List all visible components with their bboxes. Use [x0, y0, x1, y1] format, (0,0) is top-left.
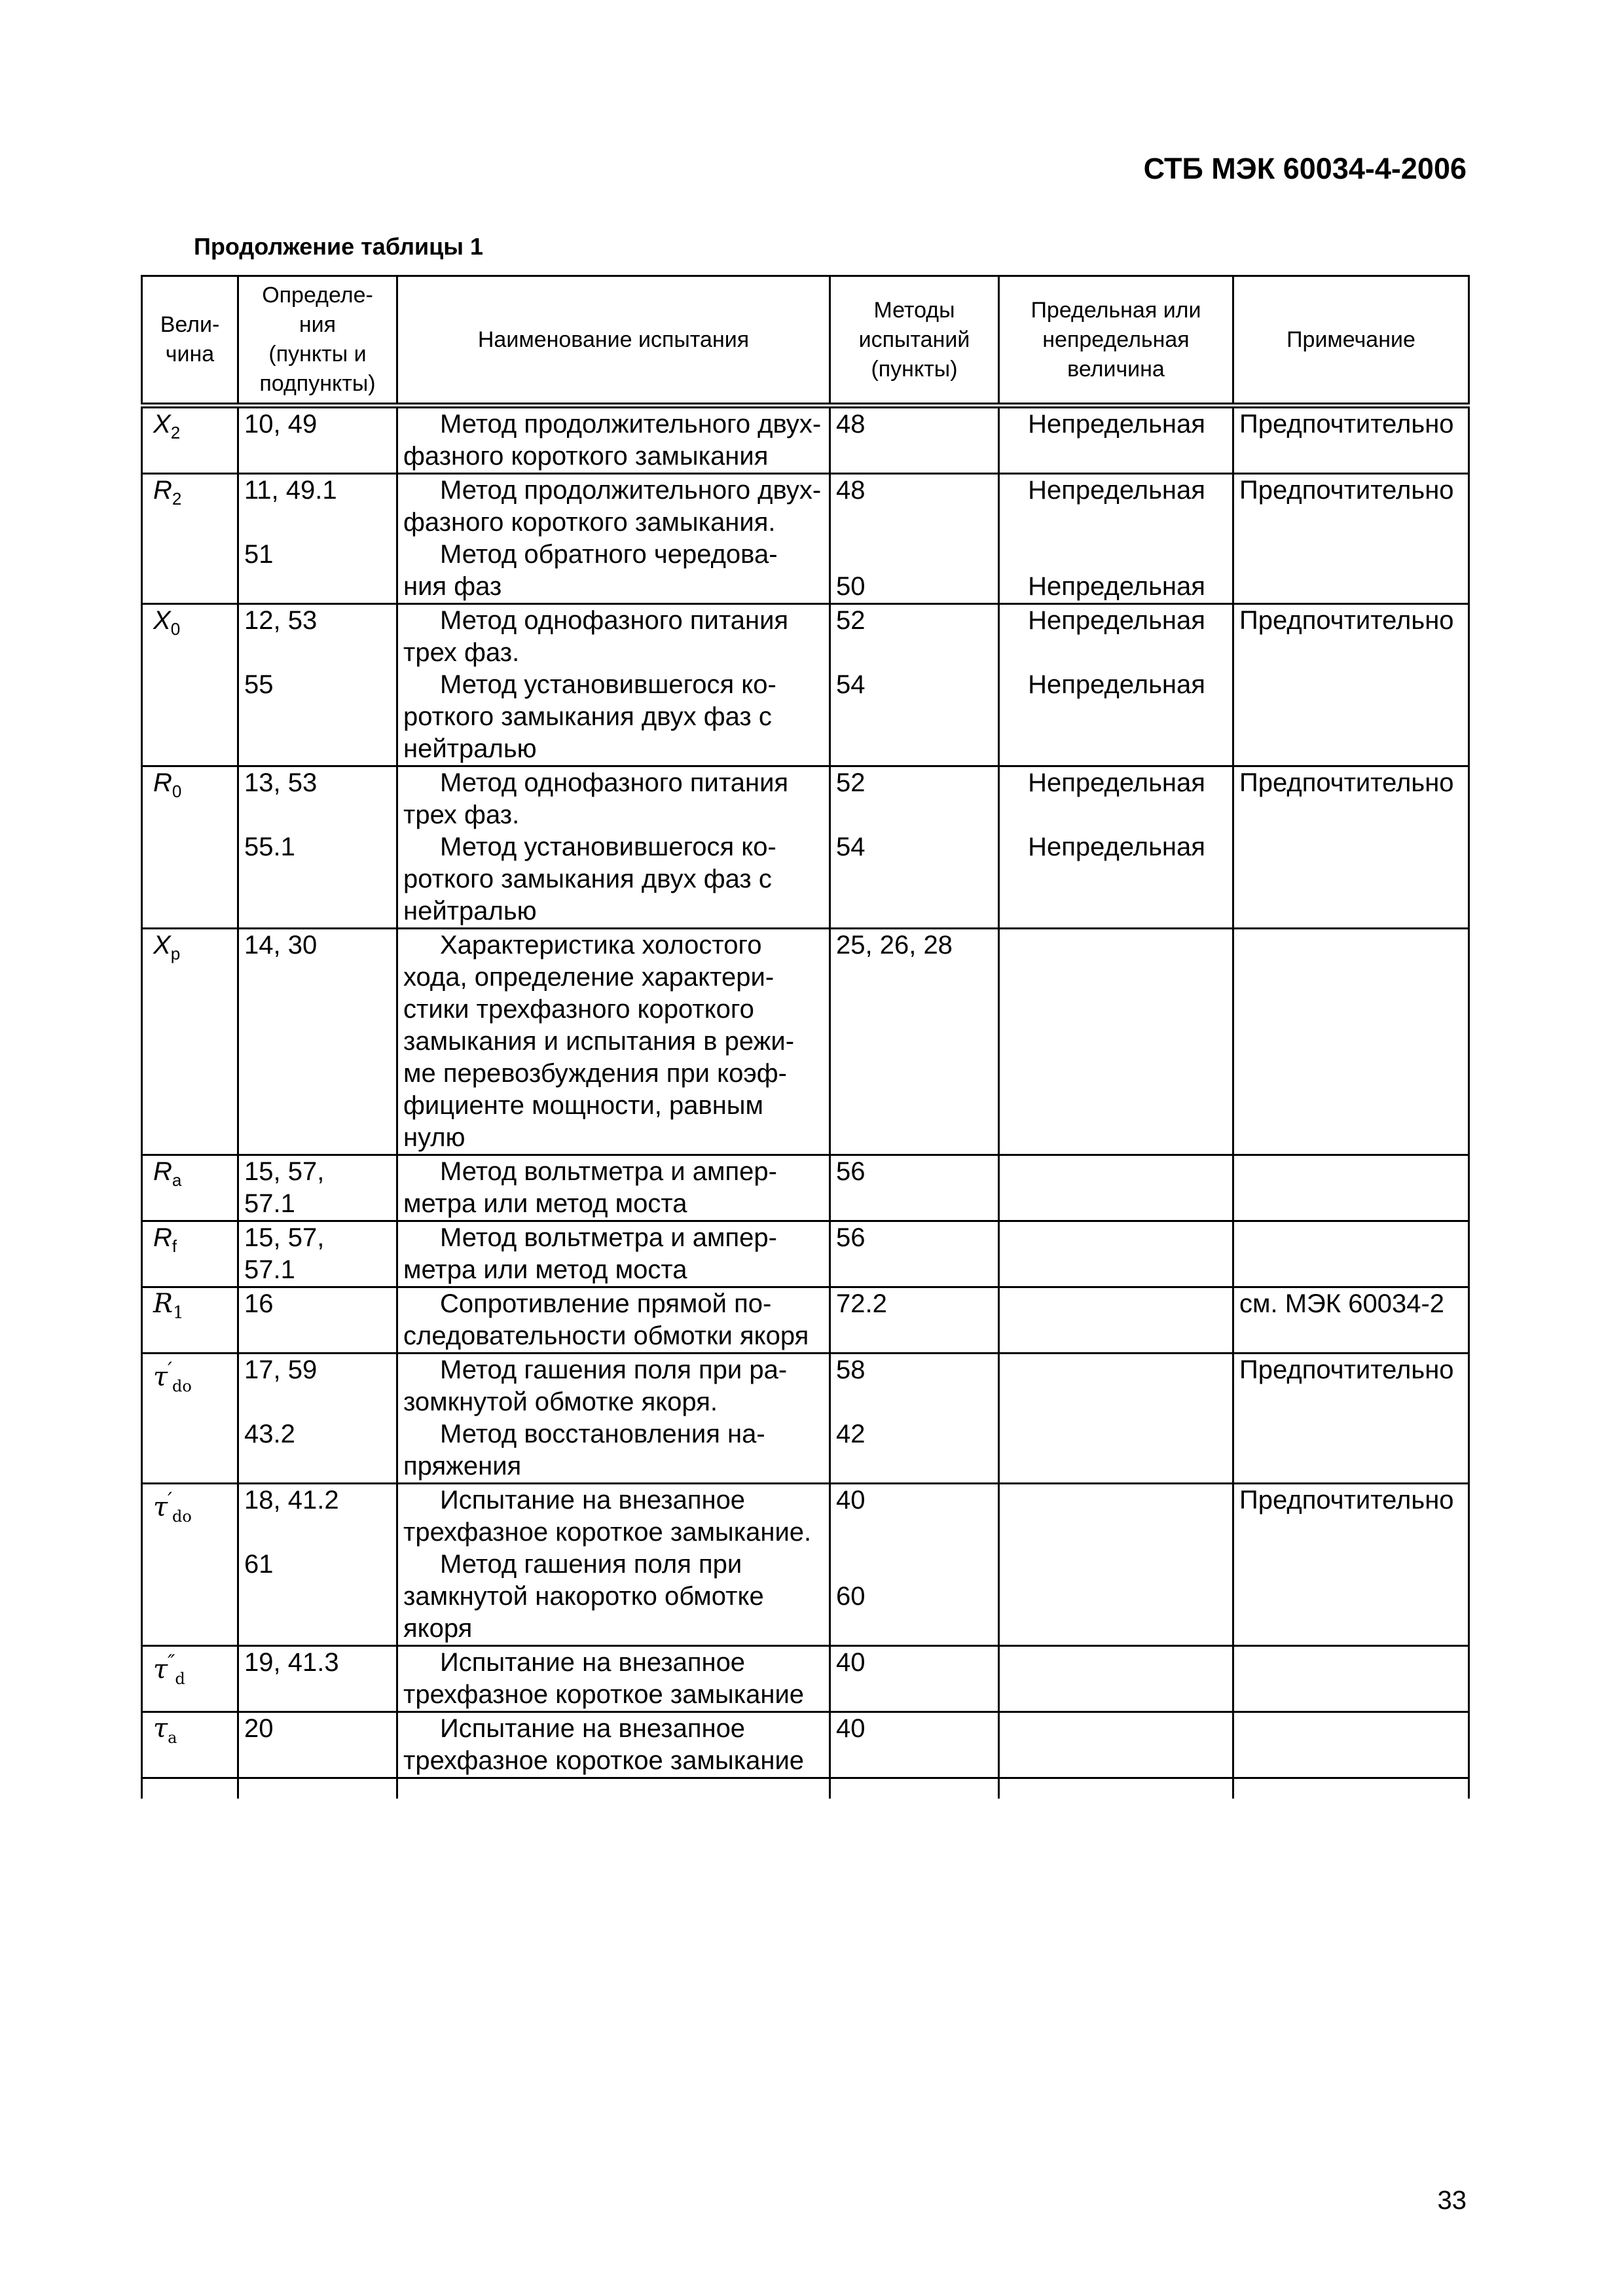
quantity-cell: $\tau'_{do}$ [142, 1354, 238, 1484]
quantity-cell: $R_f$ [142, 1221, 238, 1287]
test-name-cell: Метод однофазного питания трех фаз. Метод установившегося ко- роткого замыкания двух фаз с нейтралью [397, 604, 830, 766]
methods-cell: 40 [830, 1712, 999, 1778]
methods-cell: 52 54 [830, 766, 999, 929]
definitions-cell: 10, 49 [238, 406, 397, 474]
test-name-cell: Метод продолжительного двух- фазного короткого замыкания [397, 406, 830, 474]
limit-cell: Непредельная [999, 406, 1233, 474]
quantity-cell: $R_1$ [142, 1287, 238, 1354]
methods-cell: 56 [830, 1155, 999, 1221]
quantity-cell: $\tau'_{do}$ [142, 1484, 238, 1646]
limit-cell [999, 929, 1233, 1155]
quantity-cell: $X_2$ [142, 406, 238, 474]
definitions-cell: 15, 57, 57.1 [238, 1155, 397, 1221]
header-limit: Предельная или непредельная величина [999, 276, 1233, 406]
page-number: 33 [1437, 2186, 1467, 2215]
note-cell [1233, 1712, 1469, 1778]
methods-cell: 56 [830, 1221, 999, 1287]
quantity-cell: $\tau_a$ [142, 1712, 238, 1778]
definitions-cell: 12, 53 55 [238, 604, 397, 766]
methods-cell: 25, 26, 28 [830, 929, 999, 1155]
limit-cell [999, 1354, 1233, 1484]
test-name-cell: Метод гашения поля при ра- зомкнутой обмотке якоря. Метод восстановления на- пряжения [397, 1354, 830, 1484]
limit-cell [999, 1221, 1233, 1287]
table-row [142, 474, 1469, 604]
definitions-cell: 13, 53 55.1 [238, 766, 397, 929]
header-test-name: Наименование испытания [397, 276, 830, 406]
header-definitions: Определе- ния (пункты и подпункты) [238, 276, 397, 406]
definitions-cell: 20 [238, 1712, 397, 1778]
table-row [142, 1287, 1469, 1354]
note-cell [1233, 1646, 1469, 1712]
table-row [142, 604, 1469, 766]
test-name-cell: Испытание на внезапное трехфазное короткое замыкание. Метод гашения поля при замкнутой накоротко обмотке якоря [397, 1484, 830, 1646]
methods-cell: 40 60 [830, 1484, 999, 1646]
test-name-cell: Сопротивление прямой по- следовательности обмотки якоря [397, 1287, 830, 1354]
quantity-cell: $X_p$ [142, 929, 238, 1155]
note-cell: см. МЭК 60034-2 [1233, 1287, 1469, 1354]
table-row [142, 1484, 1469, 1646]
methods-cell: 48 [830, 406, 999, 474]
standard-code: СТБ МЭК 60034-4-2006 [1143, 152, 1467, 185]
definitions-cell: 19, 41.3 [238, 1646, 397, 1712]
quantity-cell: $X_0$ [142, 604, 238, 766]
table-row [142, 406, 1469, 474]
table-row [142, 1712, 1469, 1778]
definitions-cell: 16 [238, 1287, 397, 1354]
note-cell [1233, 1155, 1469, 1221]
methods-cell: 72.2 [830, 1287, 999, 1354]
limit-cell [999, 1484, 1233, 1646]
definitions-cell: 17, 59 43.2 [238, 1354, 397, 1484]
methods-cell: 48 50 [830, 474, 999, 604]
definitions-cell: 14, 30 [238, 929, 397, 1155]
header-quantity: Вели- чина [142, 276, 238, 406]
limit-cell: Непредельная Непредельная [999, 766, 1233, 929]
table-continuation-row [142, 1778, 1469, 1799]
note-cell: Предпочтительно [1233, 766, 1469, 929]
limit-cell [999, 1646, 1233, 1712]
definitions-cell: 11, 49.1 51 [238, 474, 397, 604]
table-row [142, 1155, 1469, 1221]
note-cell: Предпочтительно [1233, 1484, 1469, 1646]
test-name-cell: Испытание на внезапное трехфазное короткое замыкание [397, 1712, 830, 1778]
test-name-cell: Метод однофазного питания трех фаз. Метод установившегося ко- роткого замыкания двух фаз с нейтралью [397, 766, 830, 929]
limit-cell [999, 1287, 1233, 1354]
table-header-row [142, 276, 1469, 406]
test-name-cell: Испытание на внезапное трехфазное короткое замыкание [397, 1646, 830, 1712]
methods-cell: 58 42 [830, 1354, 999, 1484]
test-name-cell: Метод продолжительного двух- фазного короткого замыкания. Метод обратного чередова- ния фаз [397, 474, 830, 604]
methods-cell: 40 [830, 1646, 999, 1712]
test-name-cell: Метод вольтметра и ампер- метра или метод моста [397, 1155, 830, 1221]
note-cell: Предпочтительно [1233, 474, 1469, 604]
table-row [142, 766, 1469, 929]
note-cell: Предпочтительно [1233, 406, 1469, 474]
quantity-cell: $R_0$ [142, 766, 238, 929]
table-row [142, 929, 1469, 1155]
methods-cell: 52 54 [830, 604, 999, 766]
note-cell: Предпочтительно [1233, 604, 1469, 766]
note-cell [1233, 1221, 1469, 1287]
note-cell [1233, 929, 1469, 1155]
limit-cell [999, 1155, 1233, 1221]
header-note: Примечание [1233, 276, 1469, 406]
limit-cell: Непредельная Непредельная [999, 604, 1233, 766]
test-name-cell: Характеристика холостого хода, определение характери- стики трехфазного короткого замыкания и испытания в режи- ме перевозбуждения при коэф- фициенте мощности, равным нулю [397, 929, 830, 1155]
definitions-cell: 18, 41.2 61 [238, 1484, 397, 1646]
limit-cell [999, 1712, 1233, 1778]
tests-table [141, 275, 1470, 1799]
limit-cell: Непредельная Непредельная [999, 474, 1233, 604]
table-row [142, 1354, 1469, 1484]
table-caption: Продолжение таблицы 1 [194, 233, 484, 260]
test-name-cell: Метод вольтметра и ампер- метра или метод моста [397, 1221, 830, 1287]
table-row [142, 1646, 1469, 1712]
definitions-cell: 15, 57, 57.1 [238, 1221, 397, 1287]
quantity-cell: $R_a$ [142, 1155, 238, 1221]
header-test-methods: Методы испытаний (пункты) [830, 276, 999, 406]
quantity-cell: $R_2$ [142, 474, 238, 604]
quantity-cell: $\tau''_d$ [142, 1646, 238, 1712]
note-cell: Предпочтительно [1233, 1354, 1469, 1484]
table-row [142, 1221, 1469, 1287]
